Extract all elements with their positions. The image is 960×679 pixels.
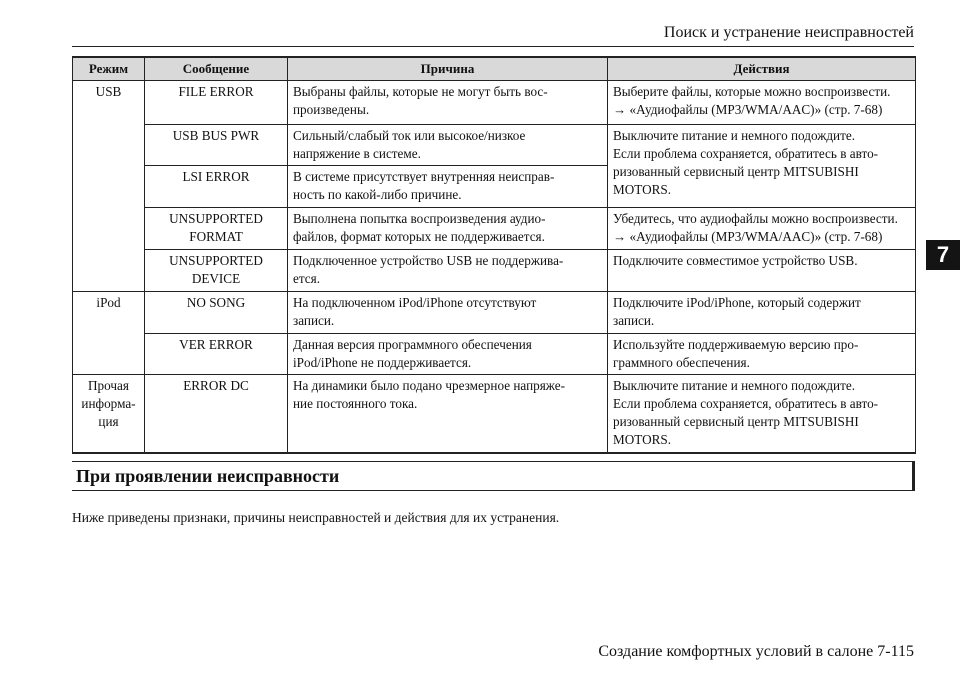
- chapter-tab: 7: [926, 240, 960, 270]
- cause-cell: На динамики было подано чрезмерное напряже- ние постоянного тока.: [288, 375, 608, 453]
- message-cell: LSI ERROR: [145, 166, 288, 208]
- page-footer: Создание комфортных условий в салоне 7-115: [598, 643, 914, 660]
- message-cell: USB BUS PWR: [145, 125, 288, 166]
- table-row: [73, 250, 916, 292]
- action-cell: Используйте поддерживаемую версию про- граммного обеспечения.: [608, 334, 916, 375]
- action-cell: Выключите питание и немного подождите. Если проблема сохраняется, обратитесь в авто- ризованный сервисный центр MITSUBISHI MOTORS.: [608, 125, 916, 208]
- message-cell: UNSUPPORTED FORMAT: [145, 208, 288, 250]
- message-cell: NO SONG: [145, 292, 288, 334]
- cause-cell: Выбраны файлы, которые не могут быть вос- произведены.: [288, 81, 608, 125]
- error-message-table: [72, 56, 916, 454]
- column-header-mode: Режим: [73, 57, 145, 81]
- table-row: [73, 208, 916, 250]
- table-row: [73, 375, 916, 453]
- action-cell: Подключите совместимое устройство USB.: [608, 250, 916, 292]
- cause-cell: Выполнена попытка воспроизведения аудио- файлов, формат которых не поддерживается.: [288, 208, 608, 250]
- table-row: [73, 81, 916, 125]
- mode-cell: USB: [73, 81, 145, 292]
- table-row: [73, 334, 916, 375]
- column-header-message: Сообщение: [145, 57, 288, 81]
- cause-cell: В системе присутствует внутренняя неисправ- ность по какой-либо причине.: [288, 166, 608, 208]
- table-row: [73, 125, 916, 166]
- table-header-row: [73, 57, 916, 81]
- page-header-title: Поиск и устранение неисправностей: [663, 24, 914, 41]
- action-cell: Подключите iPod/iPhone, который содержит записи.: [608, 292, 916, 334]
- cause-cell: На подключенном iPod/iPhone отсутствуют записи.: [288, 292, 608, 334]
- action-cell: Выключите питание и немного подождите. Если проблема сохраняется, обратитесь в авто- ризованный сервисный центр MITSUBISHI MOTORS.: [608, 375, 916, 453]
- header-divider: [72, 46, 914, 47]
- cause-cell: Сильный/слабый ток или высокое/низкое напряжение в системе.: [288, 125, 608, 166]
- column-header-cause: Причина: [288, 57, 608, 81]
- message-cell: ERROR DC: [145, 375, 288, 453]
- mode-cell: Прочая информа- ция: [73, 375, 145, 453]
- mode-cell: iPod: [73, 292, 145, 375]
- action-cell: Выберите файлы, которые можно воспроизвести. → «Аудиофайлы (MP3/WMA/AAC)» (стр. 7-68): [608, 81, 916, 125]
- section-intro-text: Ниже приведены признаки, причины неисправностей и действия для их устранения.: [72, 510, 560, 525]
- column-header-action: Действия: [608, 57, 916, 81]
- table-row: [73, 292, 916, 334]
- cause-cell: Подключенное устройство USB не поддержива- ется.: [288, 250, 608, 292]
- message-cell: UNSUPPORTED DEVICE: [145, 250, 288, 292]
- message-cell: FILE ERROR: [145, 81, 288, 125]
- message-cell: VER ERROR: [145, 334, 288, 375]
- action-cell: Убедитесь, что аудиофайлы можно воспроизвести. → «Аудиофайлы (MP3/WMA/AAC)» (стр. 7-68): [608, 208, 916, 250]
- section-title: При проявлении неисправности: [72, 461, 915, 491]
- cause-cell: Данная версия программного обеспечения iPod/iPhone не поддерживается.: [288, 334, 608, 375]
